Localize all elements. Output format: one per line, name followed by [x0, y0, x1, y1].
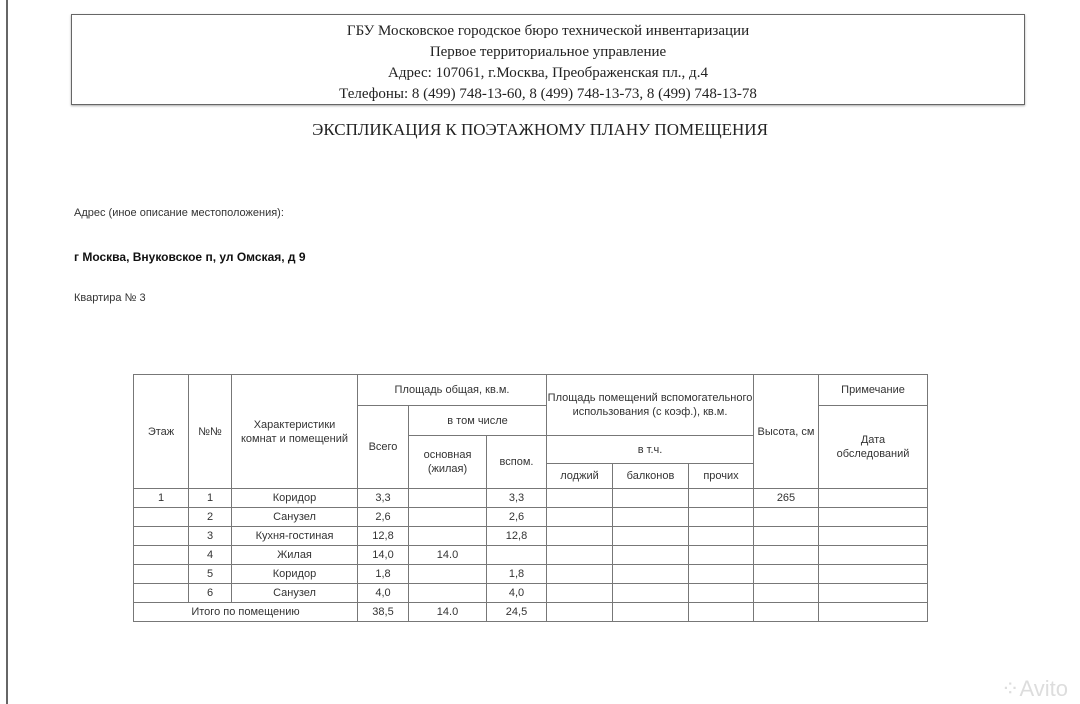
cell-height — [754, 584, 819, 603]
address-label: Адрес (иное описание местоположения): — [74, 207, 284, 219]
table-row — [134, 565, 928, 584]
cell-floor — [134, 546, 189, 565]
cell-name: Коридор — [232, 565, 358, 584]
apartment-number: Квартира № 3 — [74, 292, 146, 304]
cell-total: 4,0 — [358, 584, 409, 603]
empty-cell — [819, 546, 928, 565]
cell-height — [754, 565, 819, 584]
empty-cell — [819, 508, 928, 527]
empty-cell — [819, 489, 928, 508]
total-row — [134, 603, 928, 622]
empty-cell — [754, 603, 819, 622]
table-row — [134, 546, 928, 565]
cell-total: 3,3 — [358, 489, 409, 508]
cell-num: 5 — [189, 565, 232, 584]
header-number: №№ — [189, 375, 232, 489]
cell-num: 4 — [189, 546, 232, 565]
empty-cell — [613, 546, 689, 565]
empty-cell — [613, 489, 689, 508]
total-main: 14.0 — [409, 603, 487, 622]
empty-cell — [547, 508, 613, 527]
header-including: в том числе — [409, 406, 547, 436]
empty-cell — [819, 584, 928, 603]
org-address: Адрес: 107061, г.Москва, Преображенская пл., д.4 — [388, 65, 708, 81]
header-balcony: балконов — [613, 464, 689, 489]
header-date: Дата обследований — [819, 406, 928, 489]
cell-height — [754, 546, 819, 565]
total-aux: 24,5 — [487, 603, 547, 622]
header-loggia: лоджий — [547, 464, 613, 489]
empty-cell — [689, 489, 754, 508]
cell-aux: 4,0 — [487, 584, 547, 603]
cell-aux — [487, 546, 547, 565]
empty-cell — [819, 565, 928, 584]
cell-main — [409, 584, 487, 603]
header-including-2: в т.ч. — [547, 436, 754, 464]
address-value: г Москва, Внуковское п, ул Омская, д 9 — [74, 250, 306, 264]
header-total-area: Площадь общая, кв.м. — [358, 375, 547, 406]
document-title: ЭКСПЛИКАЦИЯ К ПОЭТАЖНОМУ ПЛАНУ ПОМЕЩЕНИЯ — [312, 120, 768, 139]
total-label: Итого по помещению — [134, 603, 358, 622]
cell-name: Кухня-гостиная — [232, 527, 358, 546]
cell-floor — [134, 527, 189, 546]
header-aux: вспом. — [487, 436, 547, 489]
cell-total: 12,8 — [358, 527, 409, 546]
table-row — [134, 527, 928, 546]
cell-total: 2,6 — [358, 508, 409, 527]
cell-name: Санузел — [232, 584, 358, 603]
cell-name: Санузел — [232, 508, 358, 527]
org-name: ГБУ Московское городское бюро технической инвентаризации — [346, 23, 750, 39]
empty-cell — [547, 546, 613, 565]
cell-height: 265 — [754, 489, 819, 508]
page-edge — [6, 0, 8, 704]
header-main: основная (жилая) — [409, 436, 487, 489]
cell-height — [754, 527, 819, 546]
empty-cell — [613, 508, 689, 527]
cell-height — [754, 508, 819, 527]
org-phones: Телефоны: 8 (499) 748-13-60, 8 (499) 748-13-73, 8 (499) 748-13-78 — [339, 86, 757, 102]
header-floor: Этаж — [134, 375, 189, 489]
empty-cell — [547, 584, 613, 603]
header-note: Примечание — [819, 375, 928, 406]
organization-header — [71, 14, 1025, 105]
empty-cell — [547, 527, 613, 546]
avito-watermark: ⁘Avito — [1001, 676, 1068, 701]
cell-aux: 3,3 — [487, 489, 547, 508]
cell-name: Жилая — [232, 546, 358, 565]
table-row — [134, 508, 928, 527]
empty-cell — [547, 603, 613, 622]
empty-cell — [613, 584, 689, 603]
header-all: Всего — [358, 406, 409, 489]
total-all: 38,5 — [358, 603, 409, 622]
table-row — [134, 584, 928, 603]
cell-num: 1 — [189, 489, 232, 508]
cell-floor: 1 — [134, 489, 189, 508]
cell-main: 14.0 — [409, 546, 487, 565]
cell-total: 1,8 — [358, 565, 409, 584]
cell-total: 14,0 — [358, 546, 409, 565]
empty-cell — [819, 603, 928, 622]
cell-num: 3 — [189, 527, 232, 546]
empty-cell — [689, 603, 754, 622]
empty-cell — [819, 527, 928, 546]
header-aux-area: Площадь помещений вспомогательного использования (с коэф.), кв.м. — [547, 375, 754, 436]
empty-cell — [547, 565, 613, 584]
empty-cell — [547, 489, 613, 508]
cell-floor — [134, 584, 189, 603]
empty-cell — [613, 527, 689, 546]
header-height: Высота, см — [754, 375, 819, 489]
cell-main — [409, 565, 487, 584]
empty-cell — [689, 584, 754, 603]
empty-cell — [613, 565, 689, 584]
cell-aux: 12,8 — [487, 527, 547, 546]
cell-num: 6 — [189, 584, 232, 603]
empty-cell — [689, 546, 754, 565]
table-row — [134, 489, 928, 508]
explication-table — [133, 374, 928, 622]
division: Первое территориальное управление — [429, 44, 667, 60]
cell-aux: 2,6 — [487, 508, 547, 527]
cell-num: 2 — [189, 508, 232, 527]
header-characteristics: Характеристики комнат и помещений — [232, 375, 358, 489]
empty-cell — [689, 508, 754, 527]
cell-name: Коридор — [232, 489, 358, 508]
cell-aux: 1,8 — [487, 565, 547, 584]
cell-main — [409, 489, 487, 508]
empty-cell — [689, 565, 754, 584]
cell-floor — [134, 508, 189, 527]
empty-cell — [689, 527, 754, 546]
empty-cell — [613, 603, 689, 622]
cell-floor — [134, 565, 189, 584]
cell-main — [409, 527, 487, 546]
cell-main — [409, 508, 487, 527]
header-other: прочих — [689, 464, 754, 489]
